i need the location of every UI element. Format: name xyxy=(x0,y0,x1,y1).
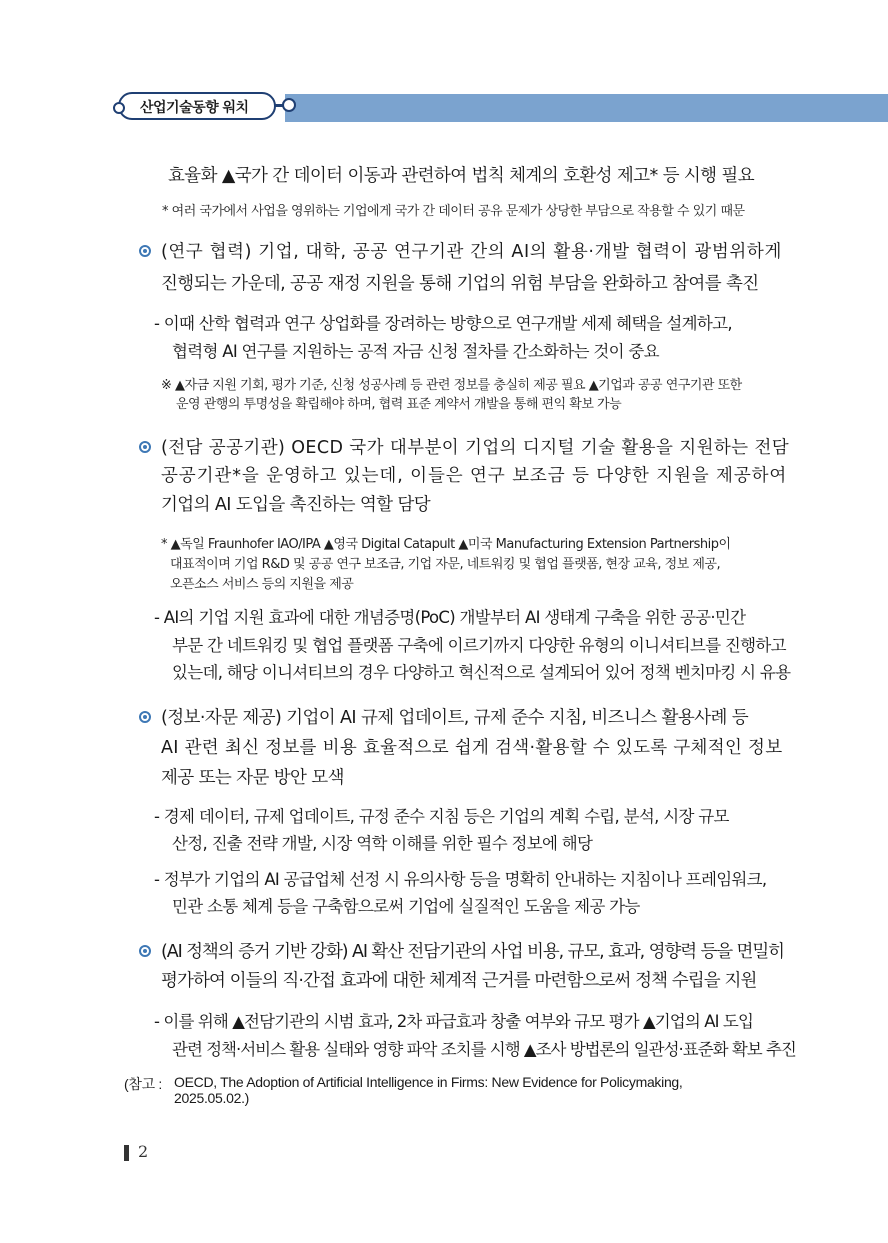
reference-line-2: 2025.05.02.) xyxy=(174,1090,250,1106)
page-marker xyxy=(124,1145,129,1161)
section-2-sub-3: 있는데, 해당 이니셔티브의 경우 다양하고 혁신적으로 설계되어 있어 정책 벤치마킹 시 유용 xyxy=(172,663,791,682)
section-3-sub-2a: - 정부가 기업의 AI 공급업체 선정 시 유의사항 등을 명확히 안내하는 지침이나 프레임워크, xyxy=(154,870,767,889)
reference-line-1: OECD, The Adoption of Artificial Intelligence in Firms: New Evidence for Policymaking, xyxy=(174,1074,683,1090)
section-2-note-3: 오픈소스 서비스 등의 지원을 제공 xyxy=(170,577,354,592)
header-right-dot xyxy=(282,98,296,112)
section-bullet-icon xyxy=(139,245,151,257)
section-3-line-1: (정보·자문 제공) 기업이 AI 규제 업데이트, 규제 준수 지침, 비즈니스 활용사례 등 xyxy=(161,708,749,728)
section-4-line-2: 평가하여 이들의 직·간접 효과에 대한 체계적 근거를 마련함으로써 정책 수립을 지원 xyxy=(161,971,757,991)
header-left-dot xyxy=(113,102,125,114)
section-3-sub-1a: - 경제 데이터, 규제 업데이트, 규정 준수 지침 등은 기업의 계획 수립, 분석, 시장 규모 xyxy=(154,807,729,826)
header-title: 산업기술동향 워치 xyxy=(140,100,249,116)
reference-label: (참고 : xyxy=(124,1076,162,1092)
page-number: 2 xyxy=(138,1142,149,1161)
section-1-line-1: (연구 협력) 기업, 대학, 공공 연구기관 간의 AI의 활용·개발 협력이 광범위하게 xyxy=(161,242,782,262)
section-4-sub-2: 관련 정책·서비스 활용 실태와 영향 파악 조치를 시행 ▲조사 방법론의 일관성·표준화 확보 추진 xyxy=(172,1040,796,1059)
section-2-note-2: 대표적이며 기업 R&D 및 공공 연구 보조금, 기업 자문, 네트워킹 및 협업 플랫폼, 현장 교육, 정보 제공, xyxy=(170,557,721,572)
section-1-sub-1: - 이때 산학 협력과 연구 상업화를 장려하는 방향으로 연구개발 세제 혜택을 설계하고, xyxy=(154,314,732,333)
section-bullet-icon xyxy=(139,711,151,723)
section-2-note-1: * ▲독일 Fraunhofer IAO/IPA ▲영국 Digital Catapult ▲미국 Manufacturing Extension Partnership이 xyxy=(161,537,731,552)
section-3-line-2: AI 관련 최신 정보를 비용 효율적으로 쉽게 검색·활용할 수 있도록 구체적인 정보 xyxy=(161,738,783,758)
section-1-note-2: 운영 관행의 투명성을 확립해야 하며, 협력 표준 계약서 개발을 통해 편익 확보 가능 xyxy=(176,397,622,412)
section-2-sub-1: - AI의 기업 지원 효과에 대한 개념증명(PoC) 개발부터 AI 생태계 구축을 위한 공공·민간 xyxy=(154,608,746,627)
section-3-line-3: 제공 또는 자문 방안 모색 xyxy=(161,768,344,788)
section-3-sub-2b: 민관 소통 체계 등을 구축함으로써 기업에 실질적인 도움을 제공 가능 xyxy=(172,897,640,916)
header-bar xyxy=(285,94,888,122)
section-2-sub-2: 부문 간 네트워킹 및 협업 플랫폼 구축에 이르기까지 다양한 유형의 이니셔티브를 진행하고 xyxy=(172,636,786,655)
section-bullet-icon xyxy=(139,945,151,957)
section-4-line-1: (AI 정책의 증거 기반 강화) AI 확산 전담기관의 사업 비용, 규모, 효과, 영향력 등을 면밀히 xyxy=(161,942,784,962)
section-bullet-icon xyxy=(139,441,151,453)
section-1-note-1: ※ ▲자금 지원 기회, 평가 기준, 신청 성공사례 등 관련 정보를 충실히 제공 필요 ▲기업과 공공 연구기관 또한 xyxy=(161,378,742,393)
section-1-sub-2: 협력형 AI 연구를 지원하는 공적 자금 신청 절차를 간소화하는 것이 중요 xyxy=(172,342,659,361)
section-1-line-2: 진행되는 가운데, 공공 재정 지원을 통해 기업의 위험 부담을 완화하고 참여를 촉진 xyxy=(161,274,759,294)
header-badge xyxy=(118,92,276,120)
section-3-sub-1b: 산정, 진출 전략 개발, 시장 역학 이해를 위한 필수 정보에 해당 xyxy=(172,834,593,853)
section-2-line-2: 공공기관*을 운영하고 있는데, 이들은 연구 보조금 등 다양한 지원을 제공하여 xyxy=(161,466,788,486)
section-2-line-3: 기업의 AI 도입을 촉진하는 역할 담당 xyxy=(161,495,431,515)
continued-text: 효율화 ▲국가 간 데이터 이동과 관련하여 법칙 체계의 호환성 제고* 등 시행 필요 xyxy=(168,166,755,186)
continued-footnote: * 여러 국가에서 사업을 영위하는 기업에게 국가 간 데이터 공유 문제가 상당한 부담으로 작용할 수 있기 때문 xyxy=(162,204,745,219)
section-4-sub-1: - 이를 위해 ▲전담기관의 시범 효과, 2차 파급효과 창출 여부와 규모 평가 ▲기업의 AI 도입 xyxy=(154,1012,754,1031)
section-2-line-1: (전담 공공기관) OECD 국가 대부분이 기업의 디지털 기술 활용을 지원하는 전담 xyxy=(161,438,790,458)
